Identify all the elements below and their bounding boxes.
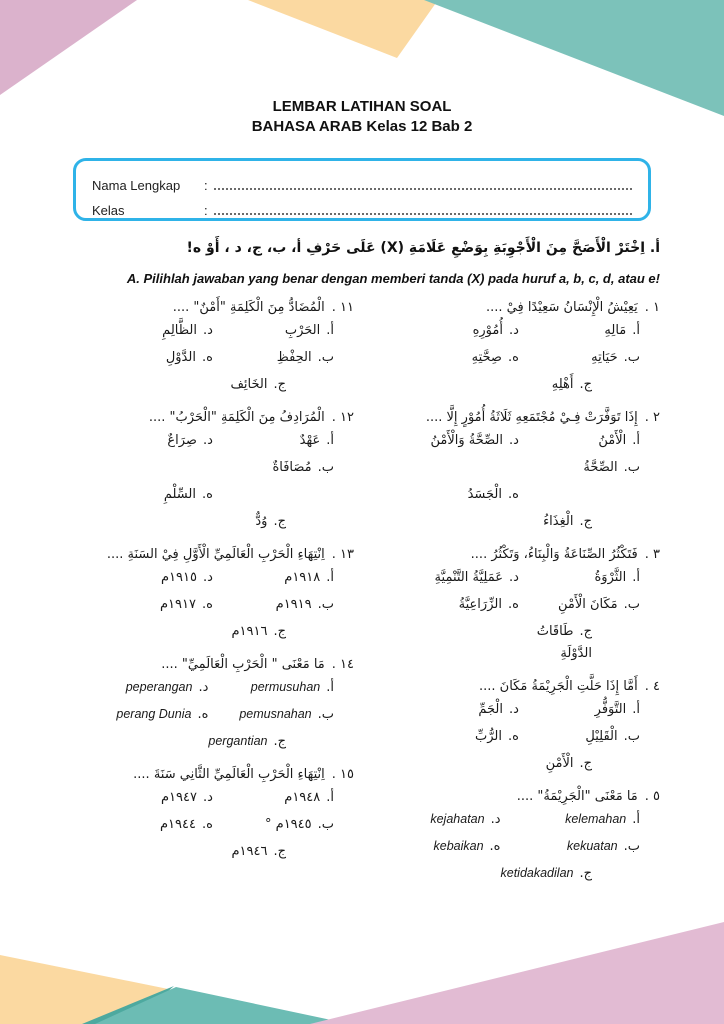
question-1-option-ه — [376, 347, 519, 369]
name-field-colon: : — [204, 178, 208, 193]
class-field-colon: : — [204, 203, 208, 218]
option-text: أَهْلِهِ — [551, 376, 574, 392]
option — [70, 731, 208, 753]
question-14-option-ب — [208, 704, 334, 726]
option-letter: ه. — [201, 817, 213, 833]
option — [70, 841, 213, 863]
option-text: ١٩٤٤م — [159, 817, 196, 833]
question-13-option-د — [70, 567, 213, 589]
question-text: إِذَا تَوَفَّرَتْ فِـيْ مُجْتَمَعِهِ ثَلَاثَةُ أُمُوْرٍ إِلَّا .... — [425, 410, 638, 426]
option-letter: د. — [508, 569, 519, 585]
questions-column-right — [376, 297, 660, 896]
question-15-option-أ — [213, 787, 334, 809]
question-12-option-أ — [213, 430, 334, 452]
question-14-option-ج — [208, 731, 286, 753]
option-text: ١٩١٩م — [275, 597, 312, 612]
question-3-option-ه — [376, 594, 519, 616]
option-letter: د. — [202, 569, 213, 585]
option — [376, 753, 519, 775]
question-head — [376, 786, 660, 809]
question-4-option-ب — [519, 726, 640, 748]
question-text: مَا مَعْنَى "الْجَرِيْمَةُ" .... — [516, 789, 638, 805]
option-text: ١٩٤٥م ° — [265, 817, 312, 833]
question-number: ١ . — [644, 300, 660, 315]
question-2-option-أ — [519, 430, 640, 452]
question-2-option-ج — [519, 511, 592, 533]
option-letter: ه. — [201, 349, 213, 365]
option-letter: ج. — [579, 866, 592, 882]
option — [213, 484, 334, 506]
page-title-line1: LEMBAR LATIHAN SOAL — [272, 98, 452, 115]
question-text: اِنْتِهَاءِ الْحَرْبِ الْعَالَمِيِّ الْأَوَّلِ فِيْ السَنَةِ .... — [106, 547, 325, 563]
option-text: الظَّالِمِ — [162, 322, 197, 338]
class-field-label: Kelas — [92, 203, 125, 218]
option — [376, 863, 501, 885]
question-number: ٥ . — [644, 789, 660, 805]
option-text: صِحَّتِهِ — [471, 349, 502, 365]
question-5 — [376, 786, 660, 885]
option-letter: ه. — [507, 597, 519, 612]
question-number: ١٥ . — [331, 767, 354, 783]
option-text: kebaikan — [433, 839, 484, 854]
question-12-option-د — [70, 430, 213, 452]
option-text: الخَائِف — [230, 376, 268, 392]
question-5-option-ج — [501, 863, 593, 885]
instruction-arabic: أ. اِخْتَرْ الْأَصَحَّ مِنَ الْأَجْوِبَةِ بِوَضْعِ عَلَامَةِ (X) عَلَى حَرْفِ أ، ب، ج، د ، أَوْ ه! — [186, 240, 660, 256]
question-head — [70, 544, 354, 567]
option-text: ١٩٤٦م — [231, 844, 268, 860]
option-text: perang Dunia — [116, 707, 192, 722]
question-13-option-ج — [213, 621, 286, 643]
option-text: الْجَمِّ — [478, 702, 503, 718]
option-letter: ج. — [273, 376, 286, 392]
option-text: مَكَانَ الْأَمْنِ — [557, 597, 618, 612]
question-12-option-ج — [213, 511, 286, 533]
identity-box — [73, 158, 651, 221]
question-4 — [376, 676, 660, 775]
questions-column-left — [70, 297, 354, 896]
question-11-option-د — [70, 320, 213, 342]
option-text: kelemahan — [565, 812, 627, 827]
option-text: مَالِهِ — [604, 322, 627, 338]
option-letter: د. — [490, 812, 501, 828]
option-text: الْأَمْنُ — [598, 432, 627, 448]
option-letter: ج. — [273, 514, 286, 530]
option-letter: ج. — [273, 844, 286, 860]
option-letter: أ. — [326, 432, 334, 448]
question-2-option-ه — [376, 484, 519, 506]
question-options — [376, 320, 660, 396]
option — [519, 484, 640, 506]
option-letter: أ. — [326, 322, 334, 338]
question-15-option-ب — [213, 814, 334, 836]
option-letter: د. — [508, 322, 519, 338]
question-12-option-ب — [213, 457, 334, 479]
question-options — [70, 567, 354, 643]
option — [70, 457, 213, 479]
option-letter: ب. — [317, 349, 334, 365]
option-text: الصِّحَّةُ وَالْأَمْنُ — [430, 432, 503, 448]
question-1 — [376, 297, 660, 396]
question-text: أَمَّا إِذَا حَلَّتِ الْجَرِيْمَةُ مَكَانَ .... — [479, 679, 638, 695]
question-options — [70, 430, 354, 533]
option-letter: ب. — [317, 597, 334, 612]
question-head — [70, 764, 354, 787]
option — [376, 457, 519, 479]
question-head — [70, 407, 354, 430]
question-11-option-ج — [213, 374, 286, 396]
option-letter: ب. — [317, 817, 334, 833]
question-2-option-د — [376, 430, 519, 452]
question-head — [70, 654, 354, 677]
option-letter: أ. — [326, 789, 334, 805]
question-2 — [376, 407, 660, 533]
question-4-option-أ — [519, 699, 640, 721]
question-1-option-د — [376, 320, 519, 342]
option-text: ١٩٤٨م — [284, 789, 321, 805]
option-text: مُصَافَاةٌ — [272, 459, 312, 475]
option-text: عَهْدٌ — [299, 432, 321, 448]
option-letter: أ. — [632, 432, 640, 448]
option-text: الرُّبِّ — [474, 729, 502, 745]
question-number: ١٣ . — [331, 547, 354, 563]
name-field-row — [92, 170, 632, 193]
option-text: عَمَلِيَّةُ التَّنْمِيَّةِ — [434, 569, 503, 585]
question-15-option-د — [70, 787, 213, 809]
option-text: طَاقَاتُ الدَّوْلَةِ — [536, 624, 592, 662]
option-text: الحَرْبِ — [284, 322, 321, 338]
option — [70, 511, 213, 533]
option-letter: ه. — [489, 839, 501, 855]
question-number: ٤ . — [644, 679, 660, 695]
question-1-option-أ — [519, 320, 640, 342]
option-text: ١٩١٨م — [284, 569, 321, 585]
option-text: الْغِذَاءُ — [543, 514, 574, 530]
option-letter: ب. — [623, 597, 640, 612]
question-options — [70, 677, 354, 753]
option-letter: د. — [508, 432, 519, 448]
option-text: ١٩١٧م — [159, 597, 196, 612]
question-options — [376, 430, 660, 533]
question-3-option-د — [376, 567, 519, 589]
question-head — [70, 297, 354, 320]
question-3-option-ج — [519, 621, 592, 665]
question-options — [376, 699, 660, 775]
option-text: الصِّحَّةُ — [583, 459, 618, 475]
option-letter: أ. — [326, 679, 334, 695]
option-text: السِّلْمِ — [163, 486, 196, 502]
option — [376, 374, 519, 396]
option-letter: ب. — [623, 839, 640, 855]
option-letter: ج. — [273, 734, 286, 750]
question-options — [376, 809, 660, 885]
page-title — [0, 97, 724, 138]
class-field-dotted-line — [214, 201, 632, 215]
option — [376, 511, 519, 533]
option-letter: د. — [202, 322, 213, 338]
option-letter: ب. — [317, 707, 334, 723]
question-5-option-أ — [501, 809, 641, 831]
option-text: الثَّرْوَةُ — [594, 569, 627, 585]
question-11-option-أ — [213, 320, 334, 342]
option-text: pemusnahan — [239, 707, 312, 722]
option-letter: ج. — [579, 376, 592, 392]
option-text: ١٩٤٧م — [160, 789, 197, 805]
option-letter: د. — [202, 789, 213, 805]
option-letter: د. — [198, 679, 209, 695]
question-options — [70, 320, 354, 396]
question-5-option-د — [376, 809, 501, 831]
question-4-option-د — [376, 699, 519, 721]
option-text: الْجَسَدُ — [467, 486, 502, 502]
question-1-option-ج — [519, 374, 592, 396]
option — [70, 621, 213, 643]
option-letter: ه. — [201, 597, 213, 612]
question-13-option-ه — [70, 594, 213, 616]
question-14 — [70, 654, 354, 753]
option-letter: ه. — [507, 349, 519, 365]
question-13-option-أ — [213, 567, 334, 589]
question-head — [376, 407, 660, 430]
option-letter: ج. — [273, 624, 286, 640]
question-number: ١٤ . — [331, 657, 354, 673]
question-text: الْمُرَادِفُ مِنَ الْكَلِمَةِ "الْحَرْبُ" .... — [148, 410, 325, 426]
option-letter: ب. — [623, 459, 640, 475]
question-text: الْمُضَادُّ مِنَ الْكَلِمَةِ "أَمْنٌ" .... — [172, 300, 325, 315]
question-options — [70, 787, 354, 863]
question-4-option-ه — [376, 726, 519, 748]
option-letter: ب. — [623, 729, 640, 745]
option-text: الْأَمْنِ — [545, 756, 574, 772]
question-head — [376, 544, 660, 567]
question-head — [376, 297, 660, 320]
question-13-option-ب — [213, 594, 334, 616]
instruction-indonesian: A. Pilihlah jawaban yang benar dengan memberi tanda (X) pada huruf a, b, c, d, atau e! — [126, 271, 660, 286]
name-field-dotted-line — [214, 176, 632, 190]
question-15-option-ج — [213, 841, 286, 863]
question-text: فَتَكْثُرُ الصِّنَاعَةُ وَالْبِنَاءُ، وَتَكْثُرُ .... — [470, 547, 638, 563]
question-5-option-ب — [501, 836, 641, 858]
option-letter: ج. — [579, 514, 592, 530]
option-letter: أ. — [632, 322, 640, 338]
question-2-option-ب — [519, 457, 640, 479]
option-letter: أ. — [632, 812, 640, 828]
question-14-option-أ — [208, 677, 334, 699]
question-3-option-أ — [519, 567, 640, 589]
question-4-option-ج — [519, 753, 592, 775]
option-letter: د. — [508, 702, 519, 718]
question-3-option-ب — [519, 594, 640, 616]
question-text: اِنْتِهَاءِ الْحَرْبِ الْعَالَمِيِّ الثَّانِي سَنَةَ .... — [133, 767, 325, 783]
question-number: ٣ . — [644, 547, 660, 563]
option-text: الْقَلِيْلِ — [585, 729, 618, 745]
option-letter: أ. — [632, 702, 640, 718]
question-number: ٢ . — [644, 410, 660, 426]
page-title-line2: BAHASA ARAB Kelas 12 Bab 2 — [251, 118, 473, 136]
option-text: ١٩١٥م — [160, 569, 197, 585]
option-letter: ج. — [579, 624, 592, 640]
question-15-option-ه — [70, 814, 213, 836]
question-11 — [70, 297, 354, 396]
question-14-option-ه — [70, 704, 208, 726]
option-text: peperangan — [125, 679, 193, 694]
option-letter: أ. — [326, 569, 334, 585]
option-text: وُدٌّ — [255, 514, 268, 530]
option-letter: ب. — [317, 459, 334, 475]
question-3 — [376, 544, 660, 665]
option-text: أُمُوْرِهِ — [472, 322, 503, 338]
class-field-row — [92, 195, 632, 218]
question-13 — [70, 544, 354, 643]
question-14-option-د — [70, 677, 208, 699]
questions-area — [70, 297, 660, 896]
option-text: permusuhan — [250, 679, 321, 694]
name-field-label: Nama Lengkap — [92, 178, 181, 193]
option-text: ketidakadilan — [500, 866, 574, 881]
option-text: حَيَاتِهِ — [591, 349, 618, 365]
option-letter: أ. — [632, 569, 640, 585]
question-11-option-ب — [213, 347, 334, 369]
option-letter: ه. — [507, 486, 519, 502]
question-12 — [70, 407, 354, 533]
option-text: kekuatan — [566, 839, 618, 854]
question-options — [376, 567, 660, 665]
option-text: صِرَاعٌ — [167, 432, 197, 448]
option-letter: ه. — [201, 486, 213, 502]
option-letter: ج. — [579, 756, 592, 772]
option-text: التَّوَفُّرِ — [594, 702, 627, 718]
option-letter: د. — [202, 432, 213, 448]
question-12-option-ه — [70, 484, 213, 506]
question-number: ١٢ . — [331, 410, 354, 426]
question-1-option-ب — [519, 347, 640, 369]
option-text: pergantian — [208, 734, 268, 749]
option — [376, 621, 519, 665]
question-15 — [70, 764, 354, 863]
option-letter: ه. — [197, 707, 209, 723]
question-number: ١١ . — [331, 300, 354, 315]
question-11-option-ه — [70, 347, 213, 369]
question-5-option-ه — [376, 836, 501, 858]
option-text: الزِّرَاعِيَّةُ — [458, 597, 502, 612]
question-text: مَا مَعْنَى " الْحَرْبِ الْعَالَمِيِّ" .... — [161, 657, 325, 673]
question-head — [376, 676, 660, 699]
option-text: الحِفْظِ — [276, 349, 312, 365]
option-text: kejahatan — [430, 812, 485, 827]
option-letter: ب. — [623, 349, 640, 365]
question-text: يَعِيْشُ الْإِنْسَانُ سَعِيْدًا فِيْ .... — [485, 300, 638, 315]
option — [70, 374, 213, 396]
option-letter: ه. — [507, 729, 519, 745]
option-text: ١٩١٦م — [231, 624, 268, 640]
option-text: الدَّوْلِ — [165, 349, 196, 365]
